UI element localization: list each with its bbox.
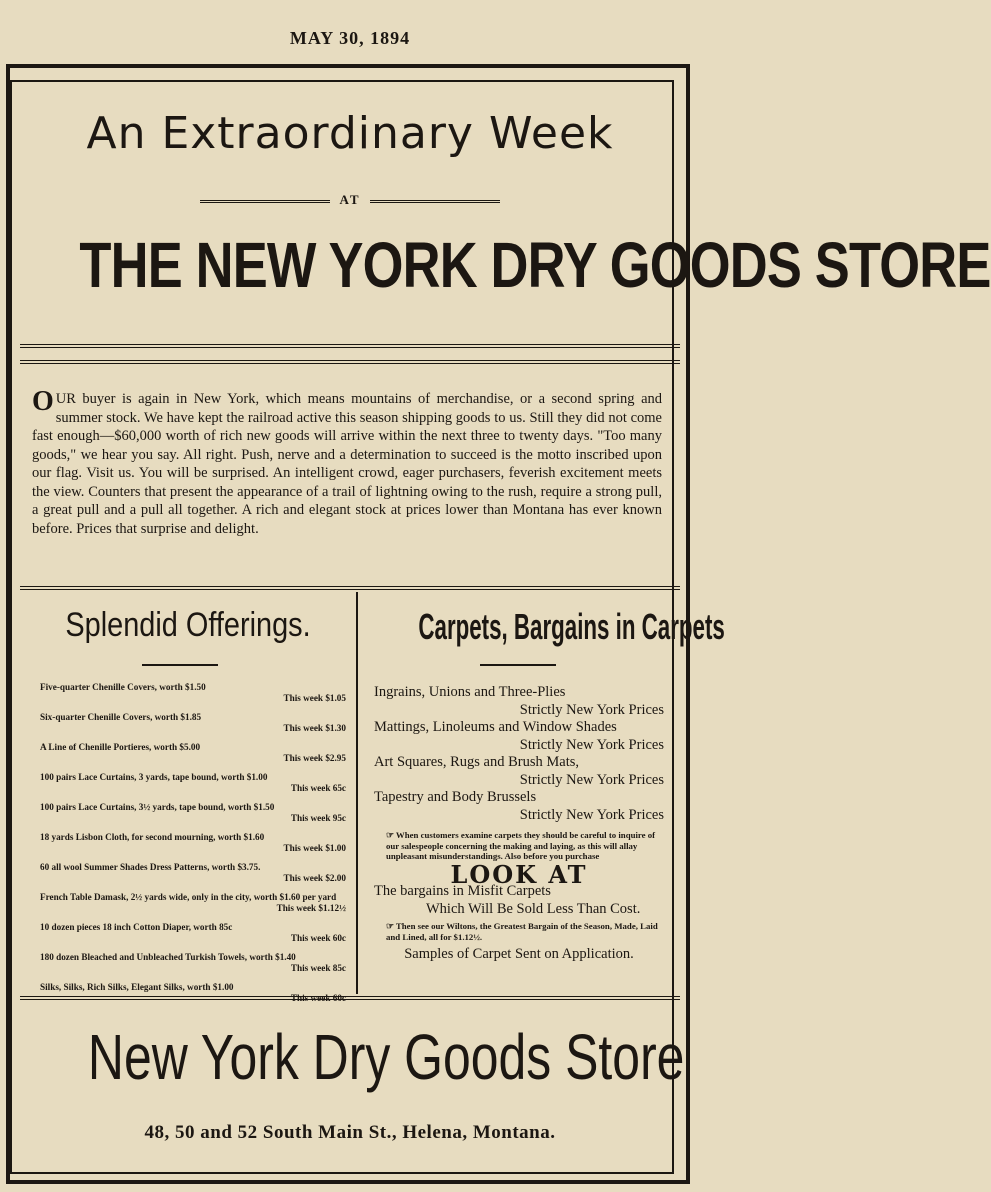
carpet-item-name: Art Squares, Rugs and Brush Mats, [374, 754, 580, 770]
offering-price: This week $2.95 [283, 753, 346, 763]
offering-price: This week 95c [290, 813, 346, 823]
divider-top [20, 344, 680, 348]
at-label: AT [339, 192, 361, 207]
carpets-title: Carpets, Bargains in Carpets [418, 606, 725, 647]
intro-text: UR buyer is again in New York, which means mountains of merchandise, or a second spring and summer stock. We have kept the railroad active this season shipping goods to us. Still they did not come fast enough—$60,000 worth of rich new goods will arrive within the next three to twenty days. "Too many goods," we hear you say. All right. Push, nerve and a determination to succeed is the motto inscribed upon our flag. Visit us. You will be surprised. An intelligent crowd, eager purchasers, feverish excitement meets the view. Counters that present the appearance of a trail of lightning owing to the rush, require a strong pull, a great pull and a pull all together. A rich and elegant stock at prices lower than Montana has ever known before. Prices that surprise and delight. [32, 391, 662, 537]
carpet-item [374, 684, 664, 719]
offering-desc: A Line of Chenille Portieres, worth $5.00 [40, 742, 201, 752]
carpet-item-price: Strictly New York Prices [519, 736, 664, 753]
offering-desc: 100 pairs Lace Curtains, 3½ yards, tape bound, worth $1.50 [40, 802, 275, 812]
offering-price: This week $1.30 [283, 723, 346, 733]
offering-desc: Five-quarter Chenille Covers, worth $1.50 [40, 682, 206, 692]
offering-price: This week 65c [290, 783, 346, 793]
column-divider [356, 592, 358, 994]
offering-item [40, 772, 346, 793]
carpet-item-price: Strictly New York Prices [519, 806, 664, 823]
offering-price: This week 60c [290, 993, 346, 1003]
at-right-rule [370, 200, 500, 203]
intro-paragraph [32, 386, 662, 538]
divider-bottom [20, 996, 680, 1000]
store-name-banner: THE NEW YORK DRY GOODS STORE [79, 229, 991, 301]
offering-price: This week 60c [290, 933, 346, 943]
offering-desc: 100 pairs Lace Curtains, 3 yards, tape bound, worth $1.00 [40, 772, 268, 782]
carpet-item-price: Strictly New York Prices [519, 701, 664, 718]
offering-desc: French Table Damask, 2½ yards wide, only in the city, worth $1.60 per yard [40, 892, 337, 902]
offering-price: This week $1.00 [283, 843, 346, 853]
carpet-care-note: ☞ When customers examine carpets they should be careful to inquire of our salespeople concerning the making and laying, as this will allay unpleasant misunderstandings. Also before you purchase [386, 830, 656, 861]
offering-item [40, 712, 346, 733]
carpet-item-name: Mattings, Linoleums and Window Shades [374, 719, 617, 735]
carpet-item [374, 754, 664, 789]
page-date: MAY 30, 1894 [289, 28, 411, 48]
footer-address: 48, 50 and 52 South Main St., Helena, Montana. [144, 1122, 556, 1143]
samples-line: Samples of Carpet Sent on Application. [404, 946, 634, 962]
offerings-title-rule [142, 664, 218, 666]
offering-item [40, 682, 346, 703]
offering-desc: Six-quarter Chenille Covers, worth $1.85 [40, 712, 202, 722]
offerings-list [40, 682, 346, 1012]
offering-desc: 180 dozen Bleached and Unbleached Turkish Towels, worth $1.40 [40, 952, 296, 962]
misfit-bargains [374, 883, 664, 918]
offering-item [40, 892, 346, 913]
intro-dropcap: O [32, 386, 54, 417]
carpet-item [374, 789, 664, 824]
offering-item [40, 922, 346, 943]
divider-mid [20, 586, 680, 590]
offering-item [40, 952, 346, 973]
offering-price: This week $1.05 [283, 693, 346, 703]
carpets-list [374, 684, 664, 964]
offering-item [40, 832, 346, 853]
offering-desc: Silks, Silks, Rich Silks, Elegant Silks, worth $1.00 [40, 982, 234, 992]
offering-item [40, 802, 346, 823]
ad-headline: An Extraordinary Week [86, 108, 614, 159]
look-at-heading: LOOK AT [450, 859, 588, 889]
at-left-rule [200, 200, 330, 203]
offering-desc: 18 yards Lisbon Cloth, for second mourning, worth $1.60 [40, 832, 265, 842]
footer-store-name: New York Dry Goods Store [87, 1021, 685, 1093]
offering-price: This week 85c [290, 963, 346, 973]
carpet-item-name: Tapestry and Body Brussels [374, 789, 537, 805]
carpet-item [374, 719, 664, 754]
wiltons-note: ☞ Then see our Wiltons, the Greatest Bargain of the Season, Made, Laid and Lined, all for $1.12½. [386, 921, 658, 942]
carpets-title-rule [480, 664, 556, 666]
carpet-item-price: Strictly New York Prices [519, 771, 664, 788]
carpet-item-name: Ingrains, Unions and Three-Plies [374, 684, 566, 700]
offering-desc: 10 dozen pieces 18 inch Cotton Diaper, worth 85c [40, 922, 233, 932]
offerings-title: Splendid Offerings. [65, 606, 311, 644]
offering-desc: 60 all wool Summer Shades Dress Patterns, worth $3.75. [40, 862, 261, 872]
offering-price: This week $1.12½ [276, 903, 346, 913]
misfit-line-2: Which Will Be Sold Less Than Cost. [426, 900, 641, 917]
divider-top-2 [20, 360, 680, 364]
offering-price: This week $2.00 [283, 873, 346, 883]
misfit-line-1: The bargains in Misfit Carpets [374, 883, 551, 899]
offering-item [40, 862, 346, 883]
offering-item [40, 742, 346, 763]
